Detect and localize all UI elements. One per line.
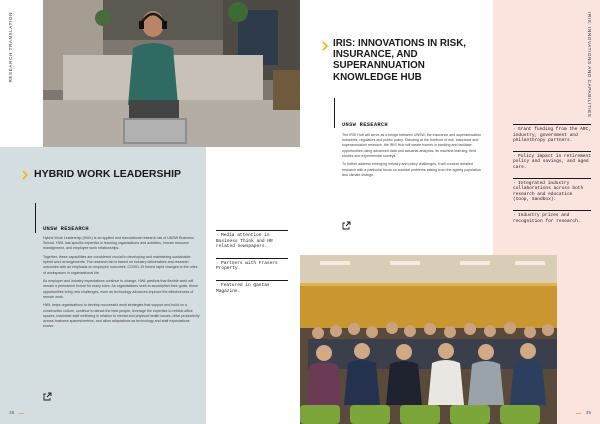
photo-man-with-laptop [43, 0, 300, 147]
vertical-rule [334, 98, 335, 128]
pointer-item: · Policy impact in retirement policy and savings, and aged care. [513, 151, 591, 171]
page-number: 38 [9, 411, 15, 416]
paragraph: HWL helps organisations to develop successful work strategies that support and build on a constructive culture, continue to attract the best people, leverage the expertise to rethink office spaces, maximise staff wellbeing in relation to mental and physical health issues, drive productivity across business spaces/metrics, and allow adaptations as technology and staff expectations evolve. [43, 303, 200, 329]
pointer-item: · Integrated industry collaborations across both research and education (Coop, Sandbox). [513, 178, 591, 203]
external-link-icon[interactable] [342, 217, 351, 226]
section-label: UNSW RESEARCH [43, 226, 89, 232]
pointer-item: · Media attention in Business Think and HR related newspapers. [216, 230, 288, 250]
group-photo-illustration [300, 255, 557, 424]
hybrid-body [43, 236, 200, 333]
photo-group-audience [300, 255, 557, 424]
iris-body [342, 133, 482, 181]
paragraph: To further address emerging industry and policy challenges, it will conduct detailed research with a particular focus on societal problems arising from the ageing population and climate change. [342, 162, 481, 177]
chevron-right-icon [22, 170, 28, 180]
iris-heading: IRIS: INNOVATIONS IN RISK, INSURANCE, AND SUPERANNUATION KNOWLEDGE HUB [333, 38, 466, 83]
section-label: UNSW RESEARCH [342, 122, 388, 128]
paragraph: As employer and industry expectations continue to change, HWL predicts that flexible work will remain a permanent fixture for many roles. As organisations seek to accomplish their goals, these opportunities bring new challenges, even as technology advances improve the effectiveness of remote work. [43, 279, 199, 299]
page-number: 39 [585, 411, 591, 416]
external-link-icon[interactable] [43, 388, 52, 397]
pointer-item: · Partners with Frasers Property. [216, 258, 288, 272]
right-side-label: IRIS: INNOVATIONS AND CAPABILITIES [587, 12, 592, 118]
page-accent [576, 413, 581, 414]
paragraph: The IRIS Hub will serve as a bridge between UNSW, the insurance and superannuation industries, regulators and public policy. Standing at the forefront of risk, insurance and superannuation research, the IRIS Hub will create homes in banking and facilitate opportunities using advanced data and actuarial analytics, its machine learning, field studies and experimental surveys. [342, 133, 482, 158]
left-side-label: RESEARCH TRANSLATION [8, 12, 13, 83]
pointer-item: · Grant funding from the ARC, industry, government and philanthropy partners. [513, 124, 591, 144]
hybrid-pointers [216, 230, 288, 302]
paragraph: Hybrid Work Leadership (HWL) is an applied and translational research lab of UNSW Business School. HWL has specific expertise in learning organisations and activities, human resource management, and employee work relationships. [43, 236, 194, 251]
pointer-item: · Industry prizes and recognition for research. [513, 210, 591, 224]
hybrid-heading: HYBRID WORK LEADERSHIP [34, 168, 182, 180]
photo-illustration [43, 0, 300, 147]
iris-pointers [513, 124, 591, 231]
chevron-right-icon [322, 41, 328, 51]
vertical-rule [35, 203, 36, 233]
right-page [300, 0, 600, 424]
pointer-item: · Featured in Qantas Magazine. [216, 280, 288, 294]
page-accent [19, 413, 24, 414]
paragraph: Together, these capabilities are considered crucial to developing and maintaining sustainable hybrid work arrangements. The research lab is based on industry deliverables and research outcomes with an emphasis on employee outcomes. COVID-19 forced rapid changes to the roles of workspaces in organisational life. [43, 255, 198, 275]
